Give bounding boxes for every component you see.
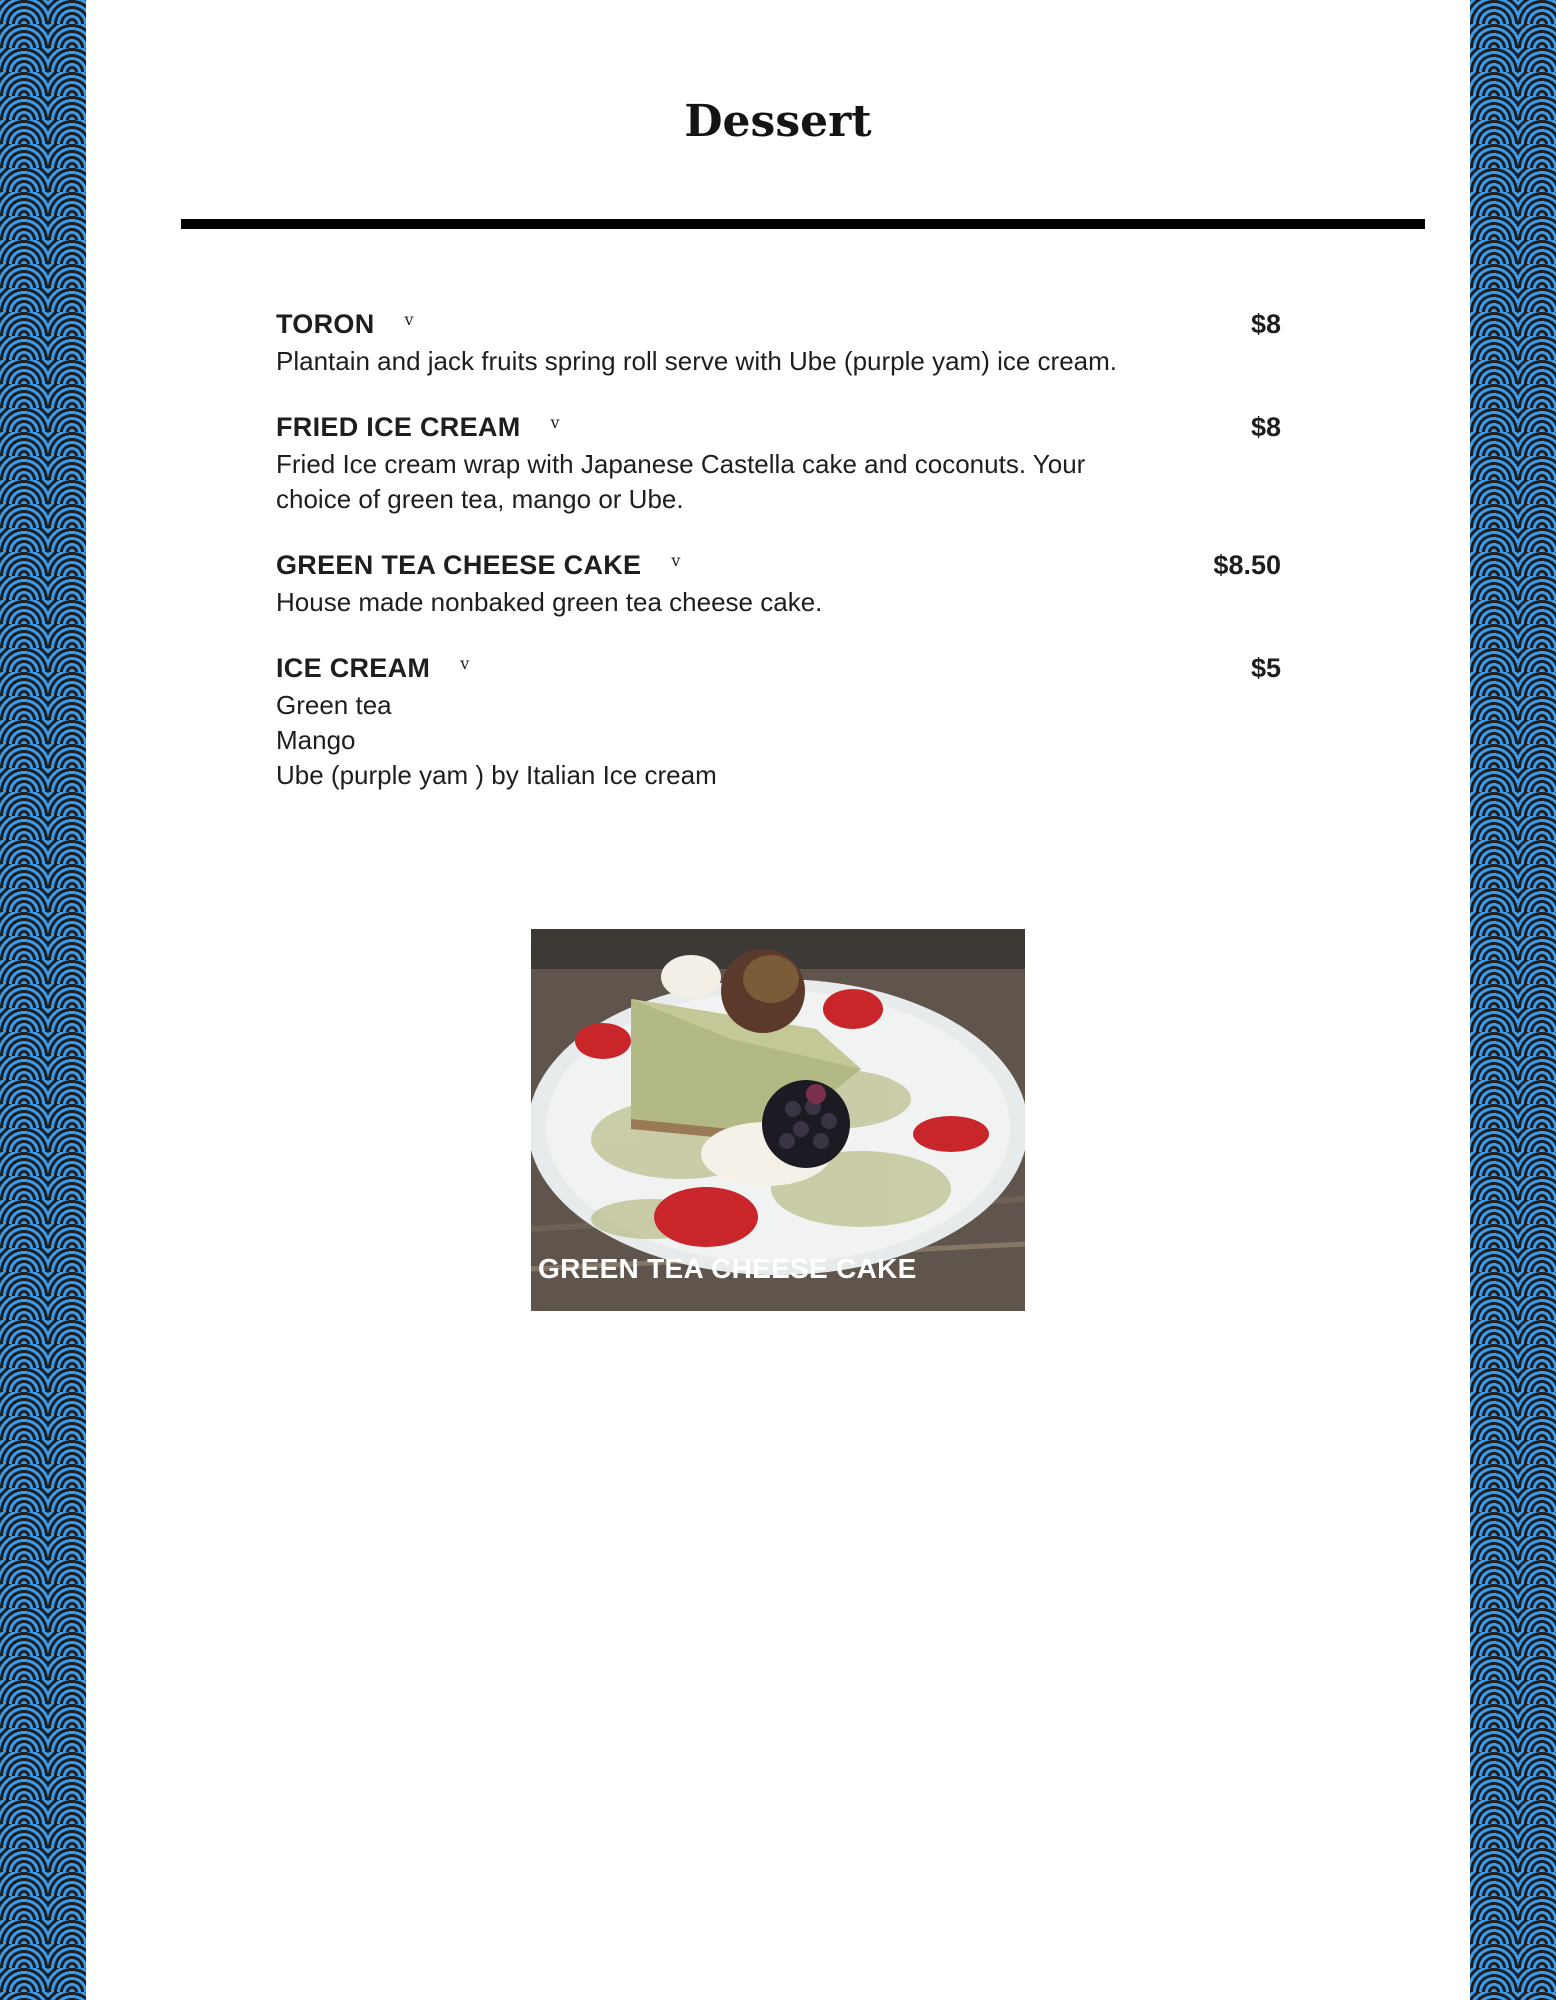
title-divider	[181, 219, 1425, 229]
description-line: Ube (purple yam ) by Italian Ice cream	[276, 760, 717, 790]
description-line: House made nonbaked green tea cheese cake.	[276, 587, 823, 617]
page-title: Dessert	[684, 96, 872, 147]
dessert-menu	[276, 304, 1281, 821]
item-price: $8.50	[1213, 550, 1281, 580]
item-price: $5	[1250, 653, 1281, 683]
description-line: Fried Ice cream wrap with Japanese Castella cake and coconuts. Your	[276, 449, 1086, 479]
item-name: FRIED ICE CREAM	[276, 412, 521, 442]
description-line: Mango	[276, 725, 356, 755]
vegetarian-mark: v	[550, 413, 560, 432]
description-line: Green tea	[276, 690, 392, 720]
item-description	[276, 344, 1281, 379]
vegetarian-mark: v	[404, 310, 414, 329]
cheesecake-photo	[531, 929, 1025, 1311]
item-name: ICE CREAM	[276, 653, 431, 683]
item-description	[276, 447, 1281, 517]
item-price: $8	[1250, 309, 1281, 339]
item-header	[276, 648, 1281, 688]
item-header	[276, 407, 1281, 447]
description-line: choice of green tea, mango or Ube.	[276, 484, 684, 514]
photo-caption: GREEN TEA CHEESE CAKE	[538, 1253, 917, 1284]
description-line: Plantain and jack fruits spring roll serve with Ube (purple yam) ice cream.	[276, 346, 1118, 376]
item-header	[276, 545, 1281, 585]
vegetarian-mark: v	[671, 551, 681, 570]
menu-item-green-tea-cheese-cake	[276, 545, 1281, 620]
item-name: GREEN TEA CHEESE CAKE	[276, 550, 642, 580]
right-wave-border	[1470, 0, 1556, 2000]
item-name: TORON	[276, 309, 375, 339]
item-price: $8	[1250, 412, 1281, 442]
menu-item-fried-ice-cream	[276, 407, 1281, 517]
item-description	[276, 688, 1281, 793]
left-wave-border	[0, 0, 86, 2000]
vegetarian-mark: v	[460, 654, 470, 673]
item-header	[276, 304, 1281, 344]
item-description	[276, 585, 1281, 620]
menu-item-ice-cream	[276, 648, 1281, 793]
menu-item-toron	[276, 304, 1281, 379]
